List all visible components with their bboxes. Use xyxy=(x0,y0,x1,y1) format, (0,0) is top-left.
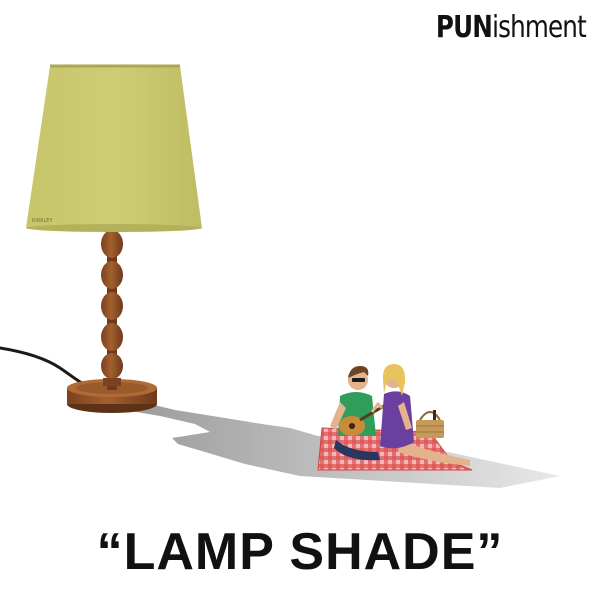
picnic-basket xyxy=(416,410,444,438)
power-cord xyxy=(0,348,92,388)
lamp-stem xyxy=(101,226,123,390)
lampshade xyxy=(26,66,202,232)
caption-title: “LAMP SHADE” xyxy=(96,523,504,581)
brand-title-bold: PUN xyxy=(436,10,493,45)
brand-title-rest: ishment xyxy=(492,10,586,45)
artist-signature: KIRKLEY xyxy=(32,218,53,224)
